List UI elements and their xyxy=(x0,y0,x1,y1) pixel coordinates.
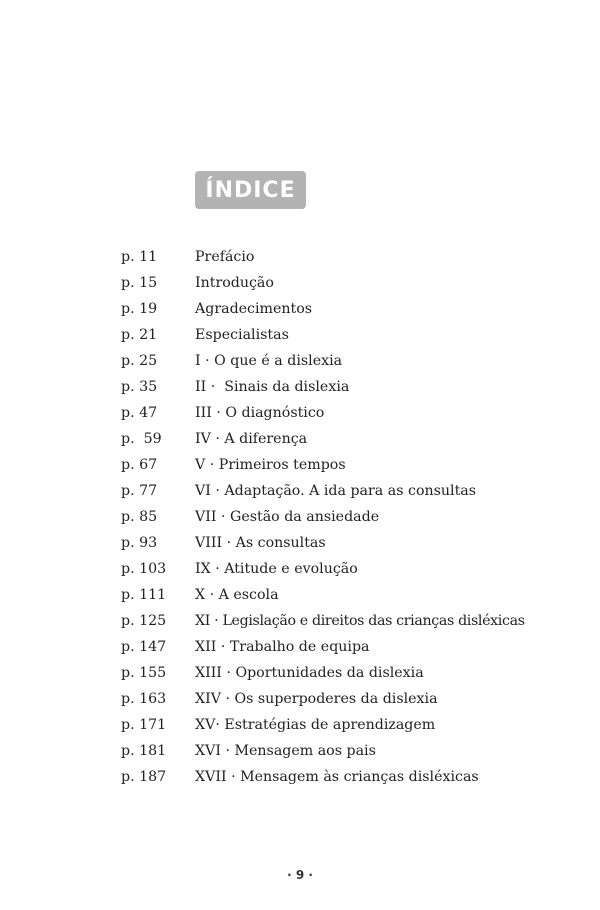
toc-entry xyxy=(121,270,561,296)
toc-page-number: p. 47 xyxy=(121,405,158,421)
toc-chapter-title: Agradecimentos xyxy=(195,301,313,317)
toc-chapter-title: II · Sinais da dislexia xyxy=(195,379,350,395)
toc-chapter-title: III · O diagnóstico xyxy=(195,405,325,421)
toc-entry xyxy=(121,400,561,426)
toc-page-number: p. 187 xyxy=(121,769,167,785)
toc-chapter-title: IV · A diferença xyxy=(195,431,308,447)
toc-entry xyxy=(121,244,561,270)
toc-chapter-title: XIV · Os superpoderes da dislexia xyxy=(195,691,438,707)
toc-chapter-title: VII · Gestão da ansiedade xyxy=(195,509,380,525)
toc-entry xyxy=(121,374,561,400)
toc-entry xyxy=(121,530,561,556)
toc-page-number: p. 19 xyxy=(121,301,158,317)
toc-page-number: p. 147 xyxy=(121,639,167,655)
toc-page-number: p. 67 xyxy=(121,457,158,473)
toc-entry xyxy=(121,556,561,582)
toc-entry xyxy=(121,478,561,504)
toc-page-number: p. 11 xyxy=(121,249,158,265)
toc-chapter-title: XII · Trabalho de equipa xyxy=(195,639,370,655)
toc-entry xyxy=(121,452,561,478)
toc-chapter-title: X · A escola xyxy=(195,587,279,603)
toc-entry xyxy=(121,712,561,738)
toc-page-number: p. 125 xyxy=(121,613,167,629)
toc-page-number: p. 171 xyxy=(121,717,167,733)
toc-page-number: p. 21 xyxy=(121,327,158,343)
toc-chapter-title: XV· Estratégias de aprendizagem xyxy=(195,717,436,733)
toc-page-number: p. 35 xyxy=(121,379,158,395)
table-of-contents xyxy=(121,244,561,790)
toc-page-number: p. 25 xyxy=(121,353,158,369)
toc-entry xyxy=(121,634,561,660)
toc-page-number: p. 59 xyxy=(121,431,162,447)
toc-page-number: p. 111 xyxy=(121,587,167,603)
toc-chapter-title: XVII · Mensagem às crianças disléxicas xyxy=(195,769,479,785)
toc-chapter-title: V · Primeiros tempos xyxy=(195,457,346,473)
toc-page-number: p. 15 xyxy=(121,275,158,291)
toc-entry xyxy=(121,348,561,374)
toc-entry xyxy=(121,660,561,686)
toc-entry xyxy=(121,296,561,322)
toc-entry xyxy=(121,426,561,452)
toc-entry xyxy=(121,738,561,764)
index-title-box xyxy=(195,171,306,209)
toc-page-number: p. 85 xyxy=(121,509,158,525)
toc-page-number: p. 155 xyxy=(121,665,167,681)
toc-page-number: p. 181 xyxy=(121,743,167,759)
toc-entry xyxy=(121,686,561,712)
toc-chapter-title: Especialistas xyxy=(195,327,289,343)
toc-chapter-title: I · O que é a dislexia xyxy=(195,353,343,369)
toc-chapter-title: XVI · Mensagem aos pais xyxy=(195,743,376,759)
toc-chapter-title: VI · Adaptação. A ida para as consultas xyxy=(195,483,477,499)
toc-entry xyxy=(121,764,561,790)
toc-chapter-title: VIII · As consultas xyxy=(195,535,326,551)
index-title: ÍNDICE xyxy=(205,177,296,203)
toc-page-number: p. 163 xyxy=(121,691,167,707)
toc-chapter-title: XI · Legislação e direitos das crianças disléxicas xyxy=(195,613,525,629)
page-number: · 9 · xyxy=(287,868,313,882)
toc-page-number: p. 77 xyxy=(121,483,158,499)
toc-entry xyxy=(121,608,561,634)
toc-chapter-title: Prefácio xyxy=(195,249,255,265)
toc-page-number: p. 103 xyxy=(121,561,167,577)
toc-chapter-title: Introdução xyxy=(195,275,274,291)
toc-chapter-title: XIII · Oportunidades da dislexia xyxy=(195,665,424,681)
toc-entry xyxy=(121,322,561,348)
toc-chapter-title: IX · Atitude e evolução xyxy=(195,561,358,577)
toc-entry xyxy=(121,504,561,530)
toc-page-number: p. 93 xyxy=(121,535,158,551)
toc-entry xyxy=(121,582,561,608)
